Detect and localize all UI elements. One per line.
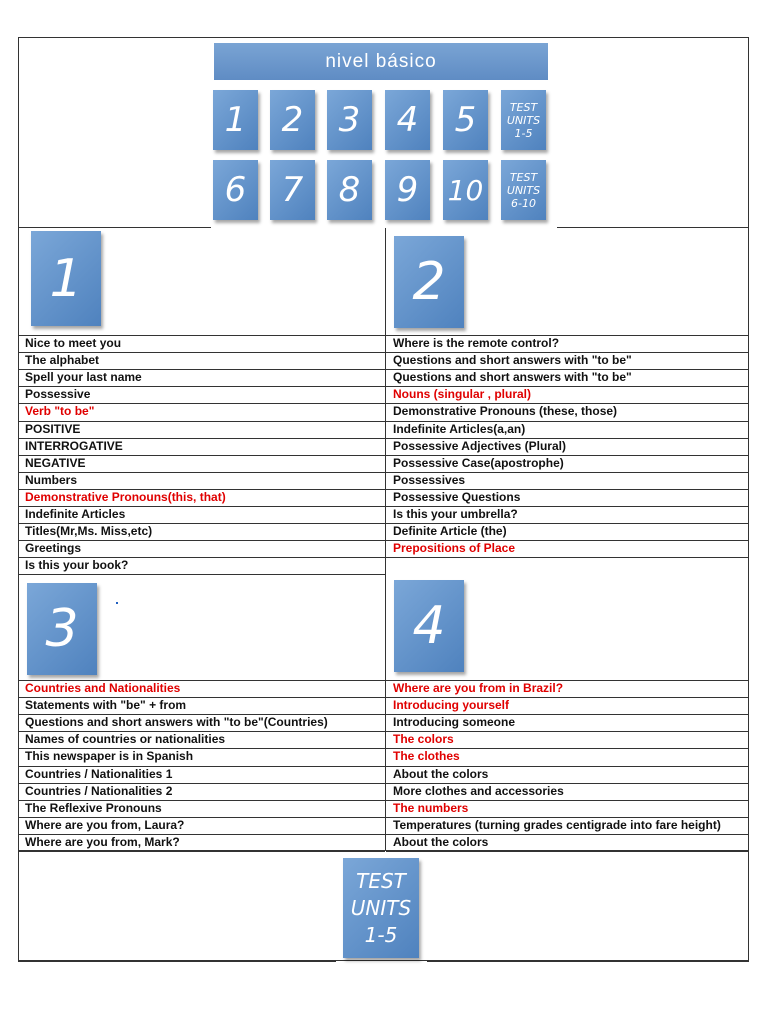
unit-5-button[interactable]: 5 xyxy=(443,90,488,150)
unit2-lesson-link[interactable]: Prepositions of Place xyxy=(393,541,516,555)
unit3-lesson-link[interactable]: Countries and Nationalities xyxy=(25,681,181,695)
unit3-lesson-link[interactable]: The Reflexive Pronouns xyxy=(25,801,162,815)
unit3-lesson-link[interactable]: Names of countries or nationalities xyxy=(25,732,226,746)
divider xyxy=(18,227,211,228)
unit-9-button[interactable]: 9 xyxy=(385,160,430,220)
unit3-lesson-link[interactable]: Countries / Nationalities 2 xyxy=(25,784,173,798)
unit-3-header-tile: 3 xyxy=(27,583,97,675)
unit-7-button[interactable]: 7 xyxy=(270,160,315,220)
unit2-lesson-link[interactable]: Nouns (singular , plural) xyxy=(393,387,532,401)
unit-10-button[interactable]: 10 xyxy=(443,160,488,220)
unit1-lesson-link[interactable]: Is this your book? xyxy=(25,558,129,572)
test-tile-line2: UNITS xyxy=(506,183,541,197)
unit1-lesson-link[interactable]: Titles(Mr,Ms. Miss,etc) xyxy=(25,524,153,538)
unit-2-button[interactable]: 2 xyxy=(270,90,315,150)
unit-4-button[interactable]: 4 xyxy=(385,90,430,150)
row-divider xyxy=(18,574,385,575)
footer-test-units-1-5-tile[interactable] xyxy=(343,858,419,958)
unit-4-header-tile: 4 xyxy=(394,580,464,672)
test-tile-line3: 6-10 xyxy=(511,196,536,210)
unit2-lesson-link[interactable]: Questions and short answers with "to be" xyxy=(393,370,632,384)
divider xyxy=(557,227,749,228)
unit4-lesson-link[interactable]: Introducing yourself xyxy=(393,698,510,712)
unit4-lesson-link[interactable]: About the colors xyxy=(393,835,489,849)
unit3-lesson-link[interactable]: Questions and short answers with "to be"(Countries) xyxy=(25,715,328,729)
unit3-lesson-link[interactable]: This newspaper is in Spanish xyxy=(25,749,194,763)
column-divider xyxy=(385,228,386,850)
row-divider xyxy=(386,557,749,558)
unit2-lesson-link[interactable]: Indefinite Articles(a,an) xyxy=(393,422,526,436)
row-divider xyxy=(18,851,385,852)
unit4-lesson-link[interactable]: The colors xyxy=(393,732,454,746)
unit3-lesson-link[interactable]: Countries / Nationalities 1 xyxy=(25,767,173,781)
unit2-lesson-link[interactable]: Where is the remote control? xyxy=(393,336,560,350)
test-units-6-10-button[interactable] xyxy=(501,160,546,220)
unit1-lesson-link[interactable]: NEGATIVE xyxy=(25,456,86,470)
unit1-lesson-link[interactable]: Numbers xyxy=(25,473,78,487)
unit1-lesson-link[interactable]: POSITIVE xyxy=(25,422,81,436)
unit4-lesson-link[interactable]: About the colors xyxy=(393,767,489,781)
stray-dot xyxy=(116,602,118,604)
footer-test-line2: UNITS xyxy=(350,895,412,920)
test-tile-line1: TEST xyxy=(509,170,538,184)
unit-8-button[interactable]: 8 xyxy=(327,160,372,220)
unit2-lesson-link[interactable]: Possessive Adjectives (Plural) xyxy=(393,439,566,453)
unit1-lesson-link[interactable]: The alphabet xyxy=(25,353,100,367)
unit2-lesson-link[interactable]: Possessive Case(apostrophe) xyxy=(393,456,564,470)
unit-6-button[interactable]: 6 xyxy=(213,160,258,220)
unit2-lesson-link[interactable]: Possessives xyxy=(393,473,466,487)
unit1-lesson-link[interactable]: Spell your last name xyxy=(25,370,142,384)
unit1-lesson-link[interactable]: Greetings xyxy=(25,541,82,555)
footer-test-line1: TEST xyxy=(356,868,406,893)
test-tile-line2: UNITS xyxy=(506,113,541,127)
unit4-lesson-link[interactable]: Introducing someone xyxy=(393,715,516,729)
unit4-lesson-link[interactable]: The numbers xyxy=(393,801,469,815)
divider xyxy=(18,961,336,962)
unit4-lesson-link[interactable]: The clothes xyxy=(393,749,460,763)
unit4-lesson-link[interactable]: Where are you from in Brazil? xyxy=(393,681,564,695)
unit1-lesson-link[interactable]: Verb "to be" xyxy=(25,404,95,418)
unit2-lesson-link[interactable]: Possessive Questions xyxy=(393,490,521,504)
unit-2-header-tile: 2 xyxy=(394,236,464,328)
test-tile-line1: TEST xyxy=(509,100,538,114)
test-units-1-5-button[interactable] xyxy=(501,90,546,150)
unit4-lesson-link[interactable]: Temperatures (turning grades centigrade into fare height) xyxy=(393,818,721,832)
unit1-lesson-link[interactable]: Possessive xyxy=(25,387,91,401)
footer-test-line3: 1-5 xyxy=(364,922,398,947)
unit1-lesson-link[interactable]: Demonstrative Pronouns(this, that) xyxy=(25,490,226,504)
unit3-lesson-link[interactable]: Statements with "be" + from xyxy=(25,698,187,712)
row-divider xyxy=(386,851,749,852)
unit1-lesson-link[interactable]: Nice to meet you xyxy=(25,336,122,350)
unit3-lesson-link[interactable]: Where are you from, Laura? xyxy=(25,818,185,832)
unit-3-button[interactable]: 3 xyxy=(327,90,372,150)
unit2-lesson-link[interactable]: Questions and short answers with "to be" xyxy=(393,353,632,367)
unit-1-header-tile: 1 xyxy=(31,231,101,326)
page-title: nivel básico xyxy=(214,43,548,80)
test-tile-line3: 1-5 xyxy=(514,126,533,140)
unit4-lesson-link[interactable]: More clothes and accessories xyxy=(393,784,564,798)
unit1-lesson-link[interactable]: INTERROGATIVE xyxy=(25,439,123,453)
divider xyxy=(427,961,749,962)
unit1-lesson-link[interactable]: Indefinite Articles xyxy=(25,507,126,521)
unit-1-button[interactable]: 1 xyxy=(213,90,258,150)
unit2-lesson-link[interactable]: Demonstrative Pronouns (these, those) xyxy=(393,404,618,418)
unit3-lesson-link[interactable]: Where are you from, Mark? xyxy=(25,835,180,849)
unit2-lesson-link[interactable]: Definite Article (the) xyxy=(393,524,507,538)
unit2-lesson-link[interactable]: Is this your umbrella? xyxy=(393,507,518,521)
